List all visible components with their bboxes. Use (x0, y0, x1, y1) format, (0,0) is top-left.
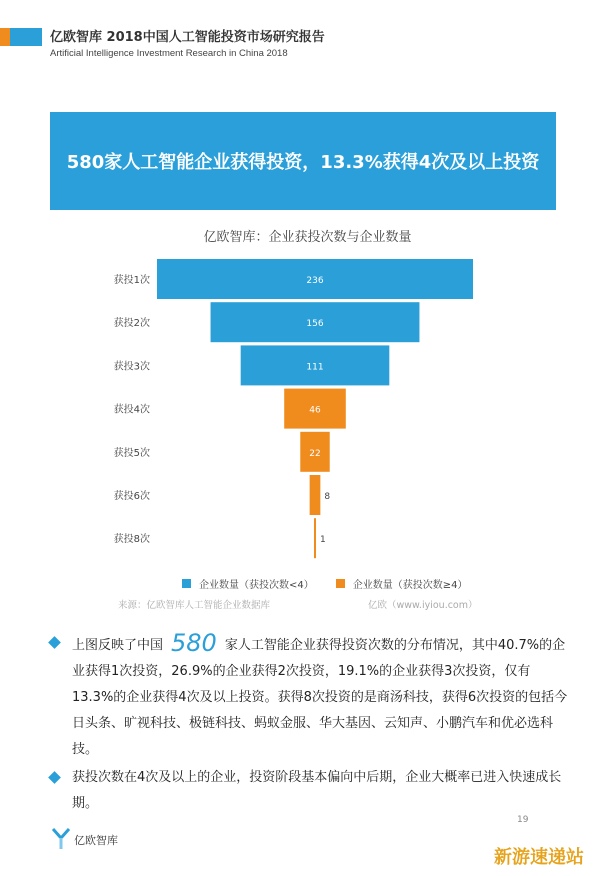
chart-source-site: 亿欧（www.iyiou.com） (368, 600, 478, 611)
chart-source: 来源：亿欧智库人工智能企业数据库 (118, 600, 271, 611)
legend-label-ge4: 企业数量（获投次数≥4） (352, 580, 468, 591)
legend-swatch-orange (336, 579, 345, 588)
report-subtitle: Artificial Intelligence Investment Research in China 2018 (50, 48, 288, 59)
category-label: 获投1次 (113, 275, 150, 286)
bar-value-label: 111 (306, 362, 324, 373)
bar-value-label: 236 (306, 276, 324, 286)
chart-legend (182, 576, 468, 591)
bullet2-text: 获投次数在4次及以上的企业，投资阶段基本偏向中后期，企业大概率已进入快速成长期。 (72, 770, 562, 811)
category-label: 获投5次 (113, 447, 150, 459)
bullet-paragraph-2 (50, 765, 570, 817)
category-label: 获投3次 (113, 361, 150, 373)
category-label: 获投4次 (113, 404, 150, 416)
funnel-bar (314, 518, 316, 558)
yiou-logo-icon (52, 828, 70, 850)
headline-text: 580家人工智能企业获得投资，13.3%获得4次及以上投资 (66, 152, 540, 173)
page-number: 19 (517, 815, 529, 825)
legend-item-ge4 (336, 576, 468, 591)
bullet1-lead: 上图反映了中国 (72, 638, 164, 653)
funnel-bar (310, 475, 321, 515)
bar-value-label: 22 (309, 448, 321, 459)
chart-title: 亿欧智库：企业获投次数与企业数量 (203, 230, 412, 245)
bar-value-label: 156 (306, 319, 324, 330)
category-label: 获投2次 (113, 318, 150, 330)
highlight-number: 580 (171, 629, 217, 657)
bullet-paragraph-1 (50, 630, 570, 763)
bar-value-label: 1 (320, 535, 326, 546)
bar-value-label: 8 (324, 492, 331, 502)
category-label: 获投6次 (113, 491, 150, 502)
legend-item-lt4 (182, 576, 314, 591)
category-label: 获投8次 (113, 534, 150, 546)
legend-swatch-blue (182, 579, 191, 588)
watermark: 新游速递站 (494, 847, 584, 868)
bar-value-label: 46 (309, 405, 321, 416)
report-title: 亿欧智库 2018中国人工智能投资市场研究报告 (50, 30, 325, 45)
footer-brand: 亿欧智库 (74, 834, 118, 847)
bullet1-body: 家人工智能企业获得投资次数的分布情况，其中40.7%的企业获得1次投资，26.9%的企业获得2次投资，19.1%的企业获得3次投资，仅有13.3%的企业获得4次及以上投资。获得8次投资的是商汤科技，获得6次投资的包括今日头条、旷视科技、极链科技、蚂蚁金服、华大基因、云知声、小鹏汽车和优必选科技。 (72, 638, 568, 757)
legend-label-lt4: 企业数量（获投次数<4） (199, 580, 314, 591)
